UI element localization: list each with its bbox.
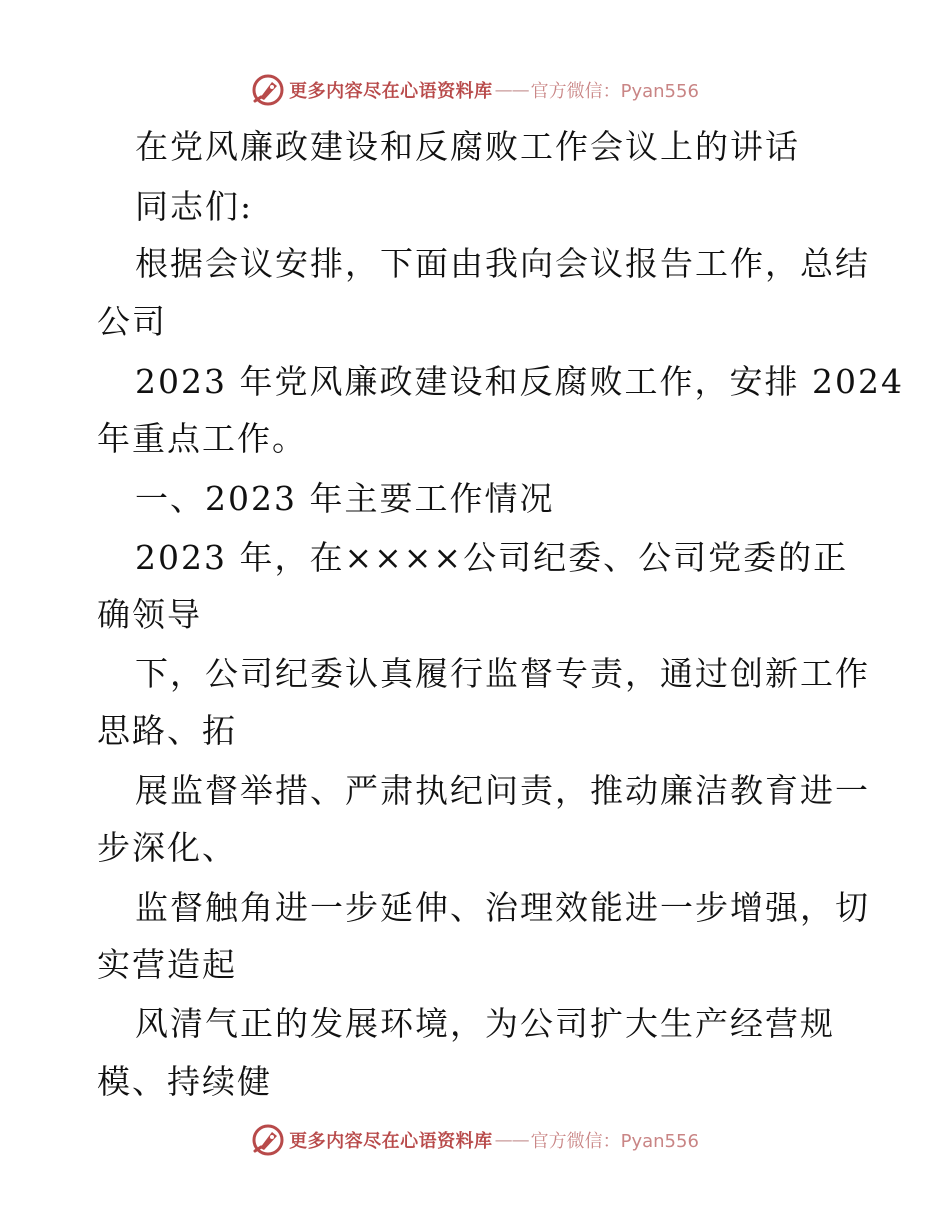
- watermark-banner-bottom: [0, 1120, 950, 1160]
- banner-wechat: 官方微信：Pyan556: [530, 81, 699, 102]
- paragraph-line: 模、持续健: [97, 1062, 272, 1101]
- paragraph-line: 确领导: [97, 595, 202, 634]
- pen-nib-circle-icon: [251, 73, 285, 107]
- paragraph-line: 步深化、: [97, 828, 237, 867]
- document-title: 在党风廉政建设和反腐败工作会议上的讲话: [135, 127, 800, 166]
- paragraph-line: 年重点工作。: [97, 419, 307, 458]
- watermark-banner-top: [0, 70, 950, 110]
- paragraph-line: 2023 年，在××××公司纪委、公司党委的正: [135, 538, 849, 577]
- paragraph-line: 下，公司纪委认真履行监督专责，通过创新工作: [135, 654, 870, 693]
- paragraph-line: 实营造起: [97, 945, 237, 984]
- paragraph-line: 展监督举措、严肃执纪问责，推动廉洁教育进一: [135, 771, 870, 810]
- banner-title: 更多内容尽在心语资料库: [289, 1131, 493, 1152]
- pen-nib-circle-icon: [251, 1123, 285, 1157]
- banner-wechat: 官方微信：Pyan556: [530, 1131, 699, 1152]
- paragraph-line: 思路、拓: [97, 711, 237, 750]
- paragraph-line: 根据会议安排，下面由我向会议报告工作，总结: [135, 244, 870, 283]
- banner-separator: ——: [494, 1129, 529, 1151]
- banner-separator: ——: [494, 79, 529, 101]
- section-heading: 一、2023 年主要工作情况: [135, 479, 555, 518]
- salutation: 同志们:: [135, 187, 254, 226]
- paragraph-line: 2023 年党风廉政建设和反腐败工作，安排 2024: [135, 362, 904, 401]
- paragraph-line: 风清气正的发展环境，为公司扩大生产经营规: [135, 1004, 835, 1043]
- banner-title: 更多内容尽在心语资料库: [289, 81, 493, 102]
- paragraph-line: 监督触角进一步延伸、治理效能进一步增强，切: [135, 888, 870, 927]
- paragraph-line: 公司: [97, 302, 167, 341]
